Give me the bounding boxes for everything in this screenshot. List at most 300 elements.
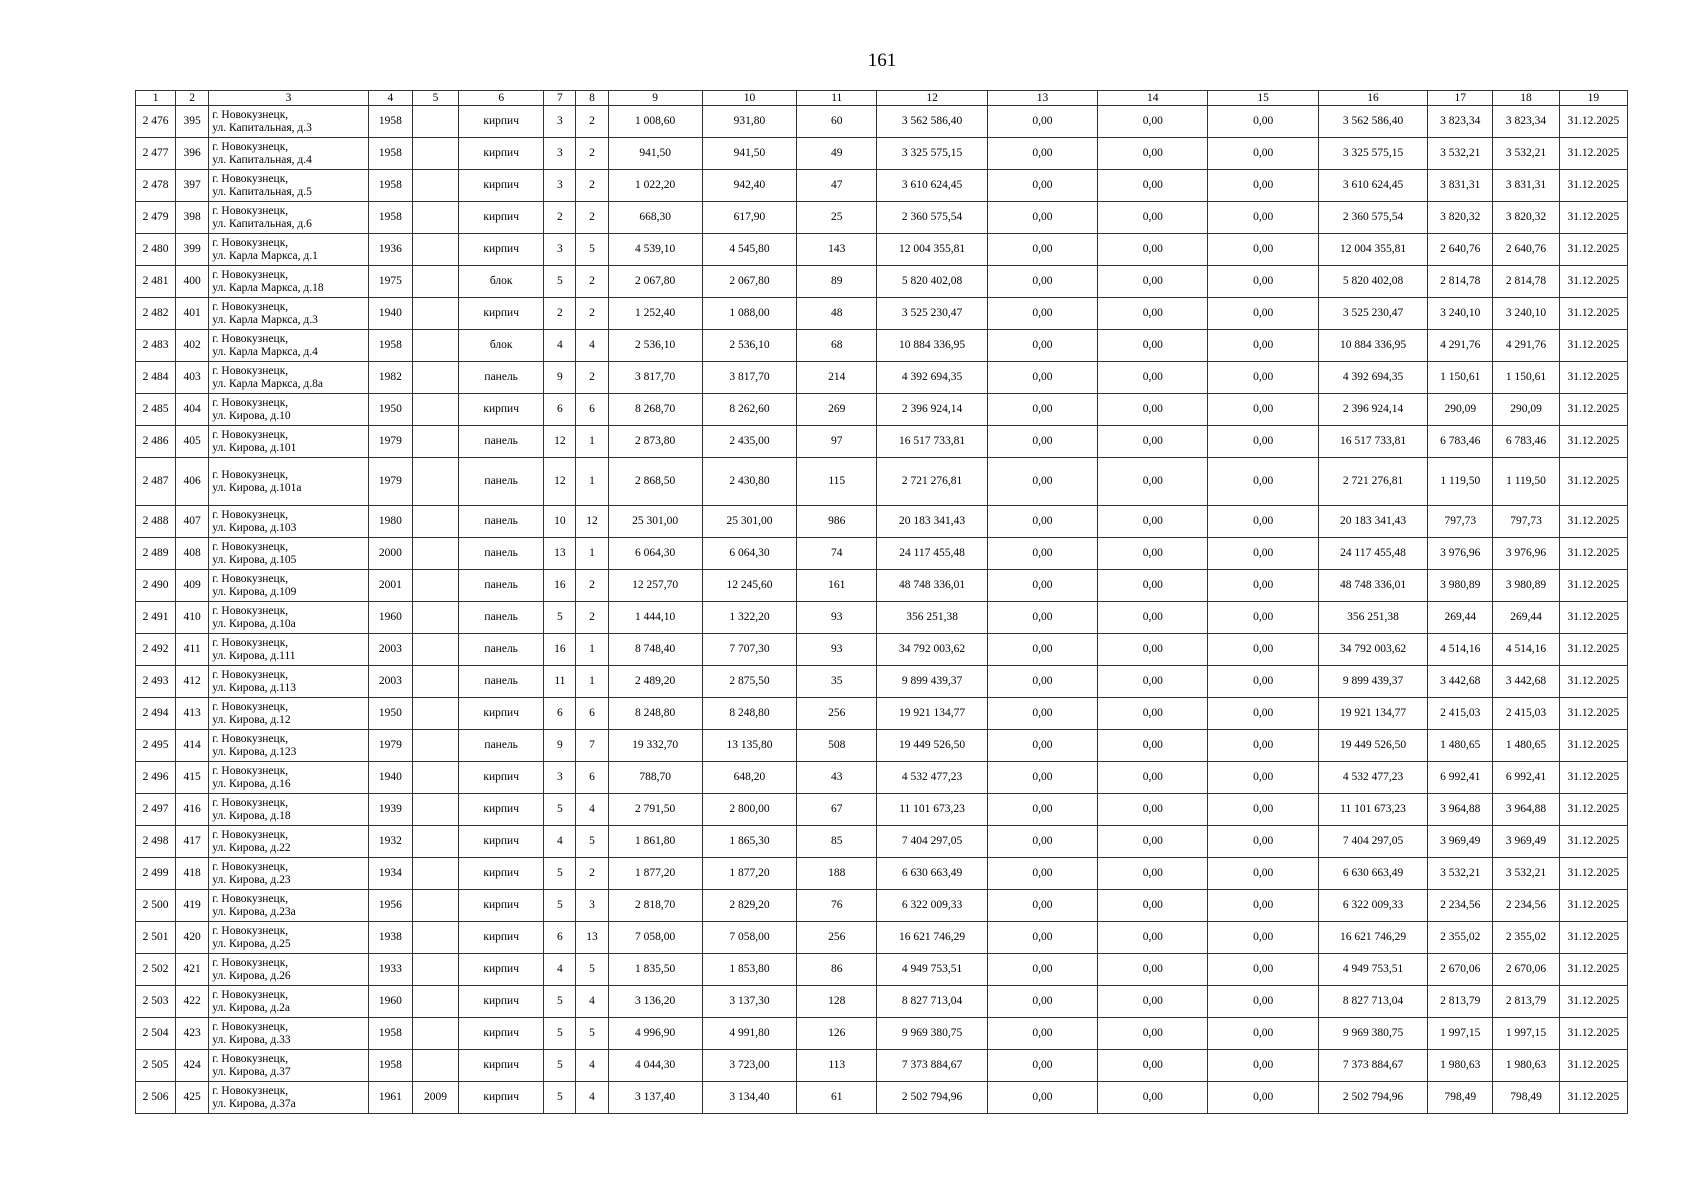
cost-col-14-cell: 0,00	[1098, 570, 1208, 602]
address-street: ул. Кирова, д.10а	[212, 617, 296, 630]
table-row	[136, 1082, 1628, 1114]
floors-cell: 5	[544, 1018, 576, 1050]
residents-count-cell: 97	[797, 426, 877, 458]
total-area-cell: 788,70	[608, 762, 702, 794]
column-header-4: 4	[368, 91, 412, 106]
max-unit-cost-cell: 3 980,89	[1493, 570, 1559, 602]
section-number-cell: 418	[176, 858, 209, 890]
residential-area-cell: 7 058,00	[702, 922, 796, 954]
wall-material-cell: блок	[459, 330, 544, 362]
address-city: г. Новокузнецк,	[212, 1084, 289, 1097]
deadline-cell: 31.12.2025	[1559, 730, 1627, 762]
section-number-cell: 400	[176, 266, 209, 298]
year-renovated-cell	[412, 362, 458, 394]
unit-cost-cell: 3 976,96	[1428, 538, 1493, 570]
cost-col-15-cell: 0,00	[1208, 266, 1318, 298]
cost-col-13-cell: 0,00	[987, 106, 1097, 138]
residents-count-cell: 61	[797, 1082, 877, 1114]
residential-area-cell: 2 067,80	[702, 266, 796, 298]
wall-material-cell: кирпич	[459, 986, 544, 1018]
floors-cell: 6	[544, 394, 576, 426]
residents-count-cell: 115	[797, 458, 877, 506]
housing-registry-table	[135, 90, 1628, 1114]
entrances-cell: 12	[576, 506, 608, 538]
residents-count-cell: 126	[797, 1018, 877, 1050]
entrances-cell: 5	[576, 234, 608, 266]
address-city: г. Новокузнецк,	[212, 428, 289, 441]
table-row	[136, 170, 1628, 202]
wall-material-cell: панель	[459, 506, 544, 538]
entrances-cell: 2	[576, 138, 608, 170]
max-unit-cost-cell: 2 670,06	[1493, 954, 1559, 986]
column-header-12: 12	[877, 91, 987, 106]
total-area-cell: 1 252,40	[608, 298, 702, 330]
total-area-cell: 3 817,70	[608, 362, 702, 394]
year-built-cell: 1958	[368, 1018, 412, 1050]
year-built-cell: 1940	[368, 762, 412, 794]
total-area-cell: 941,50	[608, 138, 702, 170]
unit-cost-cell: 3 532,21	[1428, 858, 1493, 890]
total-cost-cell: 356 251,38	[877, 602, 987, 634]
entrances-cell: 4	[576, 986, 608, 1018]
year-built-cell: 2003	[368, 666, 412, 698]
year-renovated-cell	[412, 330, 458, 362]
section-number-cell: 395	[176, 106, 209, 138]
row-number-cell: 2 488	[136, 506, 176, 538]
unit-cost-cell: 1 997,15	[1428, 1018, 1493, 1050]
column-header-8: 8	[576, 91, 608, 106]
address-city: г. Новокузнецк,	[212, 828, 289, 841]
max-unit-cost-cell: 3 969,49	[1493, 826, 1559, 858]
row-number-cell: 2 499	[136, 858, 176, 890]
year-built-cell: 1939	[368, 794, 412, 826]
cost-col-13-cell: 0,00	[987, 794, 1097, 826]
residents-count-cell: 269	[797, 394, 877, 426]
year-renovated-cell	[412, 1018, 458, 1050]
cost-col-14-cell: 0,00	[1098, 794, 1208, 826]
residential-area-cell: 2 435,00	[702, 426, 796, 458]
floors-cell: 4	[544, 330, 576, 362]
residents-count-cell: 89	[797, 266, 877, 298]
floors-cell: 11	[544, 666, 576, 698]
row-number-cell: 2 490	[136, 570, 176, 602]
total-cost-cell: 48 748 336,01	[877, 570, 987, 602]
cost-col-15-cell: 0,00	[1208, 1018, 1318, 1050]
floors-cell: 3	[544, 106, 576, 138]
address-cell	[209, 170, 369, 202]
wall-material-cell: кирпич	[459, 826, 544, 858]
address-street: ул. Кирова, д.25	[212, 937, 291, 950]
total-cost-cell: 12 004 355,81	[877, 234, 987, 266]
unit-cost-cell: 2 234,56	[1428, 890, 1493, 922]
entrances-cell: 2	[576, 362, 608, 394]
section-number-cell: 419	[176, 890, 209, 922]
unit-cost-cell: 2 415,03	[1428, 698, 1493, 730]
floors-cell: 4	[544, 954, 576, 986]
table-row	[136, 138, 1628, 170]
cost-col-15-cell: 0,00	[1208, 458, 1318, 506]
total-area-cell: 1 444,10	[608, 602, 702, 634]
max-unit-cost-cell: 3 532,21	[1493, 138, 1559, 170]
year-built-cell: 1980	[368, 506, 412, 538]
table-row	[136, 794, 1628, 826]
cost-col-13-cell: 0,00	[987, 362, 1097, 394]
address-city: г. Новокузнецк,	[212, 764, 289, 777]
residential-area-cell: 13 135,80	[702, 730, 796, 762]
address-cell	[209, 794, 369, 826]
cost-col-15-cell: 0,00	[1208, 330, 1318, 362]
wall-material-cell: кирпич	[459, 922, 544, 954]
year-renovated-cell	[412, 266, 458, 298]
year-renovated-cell	[412, 698, 458, 730]
address-city: г. Новокузнецк,	[212, 572, 289, 585]
cost-col-14-cell: 0,00	[1098, 634, 1208, 666]
cost-col-14-cell: 0,00	[1098, 954, 1208, 986]
cost-col-16-cell: 2 721 276,81	[1318, 458, 1427, 506]
wall-material-cell: кирпич	[459, 202, 544, 234]
cost-col-16-cell: 12 004 355,81	[1318, 234, 1427, 266]
table-row	[136, 954, 1628, 986]
max-unit-cost-cell: 1 997,15	[1493, 1018, 1559, 1050]
cost-col-14-cell: 0,00	[1098, 1082, 1208, 1114]
table-row	[136, 106, 1628, 138]
total-cost-cell: 3 325 575,15	[877, 138, 987, 170]
cost-col-15-cell: 0,00	[1208, 170, 1318, 202]
address-cell	[209, 698, 369, 730]
page-number: 161	[867, 50, 897, 71]
cost-col-16-cell: 16 621 746,29	[1318, 922, 1427, 954]
table-row	[136, 602, 1628, 634]
address-city: г. Новокузнецк,	[212, 508, 289, 521]
address-city: г. Новокузнецк,	[212, 140, 289, 153]
entrances-cell: 4	[576, 330, 608, 362]
cost-col-16-cell: 9 969 380,75	[1318, 1018, 1427, 1050]
address-street: ул. Кирова, д.101	[212, 441, 297, 454]
wall-material-cell: кирпич	[459, 890, 544, 922]
total-cost-cell: 19 921 134,77	[877, 698, 987, 730]
row-number-cell: 2 501	[136, 922, 176, 954]
section-number-cell: 423	[176, 1018, 209, 1050]
table-row	[136, 458, 1628, 506]
address-street: ул. Капитальная, д.4	[212, 153, 312, 166]
address-cell	[209, 506, 369, 538]
section-number-cell: 415	[176, 762, 209, 794]
residents-count-cell: 93	[797, 602, 877, 634]
residential-area-cell: 12 245,60	[702, 570, 796, 602]
wall-material-cell: кирпич	[459, 298, 544, 330]
row-number-cell: 2 504	[136, 1018, 176, 1050]
total-area-cell: 668,30	[608, 202, 702, 234]
cost-col-16-cell: 16 517 733,81	[1318, 426, 1427, 458]
year-built-cell: 1950	[368, 698, 412, 730]
address-cell	[209, 826, 369, 858]
row-number-cell: 2 500	[136, 890, 176, 922]
deadline-cell: 31.12.2025	[1559, 826, 1627, 858]
total-area-cell: 19 332,70	[608, 730, 702, 762]
max-unit-cost-cell: 269,44	[1493, 602, 1559, 634]
year-renovated-cell	[412, 1050, 458, 1082]
max-unit-cost-cell: 2 640,76	[1493, 234, 1559, 266]
total-cost-cell: 4 532 477,23	[877, 762, 987, 794]
cost-col-13-cell: 0,00	[987, 890, 1097, 922]
address-street: ул. Кирова, д.123	[212, 745, 297, 758]
total-cost-cell: 9 899 439,37	[877, 666, 987, 698]
address-city: г. Новокузнецк,	[212, 540, 289, 553]
address-cell	[209, 362, 369, 394]
year-renovated-cell	[412, 730, 458, 762]
column-header-7: 7	[544, 91, 576, 106]
deadline-cell: 31.12.2025	[1559, 298, 1627, 330]
cost-col-13-cell: 0,00	[987, 634, 1097, 666]
address-city: г. Новокузнецк,	[212, 332, 289, 345]
total-cost-cell: 3 562 586,40	[877, 106, 987, 138]
section-number-cell: 420	[176, 922, 209, 954]
cost-col-14-cell: 0,00	[1098, 602, 1208, 634]
address-cell	[209, 298, 369, 330]
max-unit-cost-cell: 797,73	[1493, 506, 1559, 538]
cost-col-15-cell: 0,00	[1208, 794, 1318, 826]
table-row	[136, 730, 1628, 762]
cost-col-16-cell: 4 392 694,35	[1318, 362, 1427, 394]
deadline-cell: 31.12.2025	[1559, 538, 1627, 570]
entrances-cell: 1	[576, 538, 608, 570]
deadline-cell: 31.12.2025	[1559, 426, 1627, 458]
unit-cost-cell: 3 442,68	[1428, 666, 1493, 698]
section-number-cell: 413	[176, 698, 209, 730]
total-area-cell: 4 044,30	[608, 1050, 702, 1082]
wall-material-cell: кирпич	[459, 858, 544, 890]
floors-cell: 5	[544, 986, 576, 1018]
unit-cost-cell: 3 240,10	[1428, 298, 1493, 330]
total-area-cell: 1 835,50	[608, 954, 702, 986]
max-unit-cost-cell: 2 814,78	[1493, 266, 1559, 298]
cost-col-14-cell: 0,00	[1098, 698, 1208, 730]
cost-col-14-cell: 0,00	[1098, 826, 1208, 858]
cost-col-15-cell: 0,00	[1208, 634, 1318, 666]
unit-cost-cell: 2 814,78	[1428, 266, 1493, 298]
unit-cost-cell: 1 119,50	[1428, 458, 1493, 506]
wall-material-cell: кирпич	[459, 794, 544, 826]
deadline-cell: 31.12.2025	[1559, 1050, 1627, 1082]
total-area-cell: 12 257,70	[608, 570, 702, 602]
year-renovated-cell	[412, 394, 458, 426]
cost-col-16-cell: 3 562 586,40	[1318, 106, 1427, 138]
address-city: г. Новокузнецк,	[212, 108, 289, 121]
deadline-cell: 31.12.2025	[1559, 890, 1627, 922]
cost-col-13-cell: 0,00	[987, 730, 1097, 762]
wall-material-cell: кирпич	[459, 1082, 544, 1114]
unit-cost-cell: 3 969,49	[1428, 826, 1493, 858]
wall-material-cell: панель	[459, 458, 544, 506]
year-renovated-cell	[412, 858, 458, 890]
cost-col-13-cell: 0,00	[987, 266, 1097, 298]
unit-cost-cell: 2 813,79	[1428, 986, 1493, 1018]
year-renovated-cell	[412, 890, 458, 922]
cost-col-14-cell: 0,00	[1098, 426, 1208, 458]
address-street: ул. Кирова, д.12	[212, 713, 291, 726]
entrances-cell: 7	[576, 730, 608, 762]
address-city: г. Новокузнецк,	[212, 468, 289, 481]
cost-col-16-cell: 19 921 134,77	[1318, 698, 1427, 730]
address-cell	[209, 1082, 369, 1114]
year-built-cell: 2003	[368, 634, 412, 666]
address-cell	[209, 106, 369, 138]
cost-col-14-cell: 0,00	[1098, 762, 1208, 794]
year-renovated-cell	[412, 570, 458, 602]
residential-area-cell: 2 800,00	[702, 794, 796, 826]
cost-col-16-cell: 356 251,38	[1318, 602, 1427, 634]
cost-col-15-cell: 0,00	[1208, 298, 1318, 330]
table-row	[136, 986, 1628, 1018]
year-renovated-cell	[412, 138, 458, 170]
residential-area-cell: 25 301,00	[702, 506, 796, 538]
year-renovated-cell	[412, 506, 458, 538]
address-street: ул. Кирова, д.10	[212, 409, 291, 422]
cost-col-15-cell: 0,00	[1208, 730, 1318, 762]
cost-col-13-cell: 0,00	[987, 1018, 1097, 1050]
address-cell	[209, 266, 369, 298]
residents-count-cell: 85	[797, 826, 877, 858]
address-city: г. Новокузнецк,	[212, 796, 289, 809]
deadline-cell: 31.12.2025	[1559, 1082, 1627, 1114]
entrances-cell: 2	[576, 170, 608, 202]
total-area-cell: 6 064,30	[608, 538, 702, 570]
address-city: г. Новокузнецк,	[212, 892, 289, 905]
deadline-cell: 31.12.2025	[1559, 762, 1627, 794]
column-header-1: 1	[136, 91, 176, 106]
residential-area-cell: 8 262,60	[702, 394, 796, 426]
address-street: ул. Кирова, д.37а	[212, 1097, 296, 1110]
year-renovated-cell: 2009	[412, 1082, 458, 1114]
residents-count-cell: 113	[797, 1050, 877, 1082]
entrances-cell: 2	[576, 266, 608, 298]
wall-material-cell: панель	[459, 634, 544, 666]
section-number-cell: 409	[176, 570, 209, 602]
cost-col-16-cell: 8 827 713,04	[1318, 986, 1427, 1018]
address-street: ул. Карла Маркса, д.3	[212, 313, 318, 326]
residential-area-cell: 1 088,00	[702, 298, 796, 330]
floors-cell: 5	[544, 858, 576, 890]
total-area-cell: 25 301,00	[608, 506, 702, 538]
total-cost-cell: 16 517 733,81	[877, 426, 987, 458]
floors-cell: 5	[544, 1082, 576, 1114]
table-row	[136, 1050, 1628, 1082]
row-number-cell: 2 477	[136, 138, 176, 170]
section-number-cell: 404	[176, 394, 209, 426]
unit-cost-cell: 290,09	[1428, 394, 1493, 426]
address-street: ул. Кирова, д.16	[212, 777, 291, 790]
deadline-cell: 31.12.2025	[1559, 330, 1627, 362]
address-city: г. Новокузнецк,	[212, 924, 289, 937]
total-cost-cell: 2 502 794,96	[877, 1082, 987, 1114]
floors-cell: 6	[544, 698, 576, 730]
residents-count-cell: 48	[797, 298, 877, 330]
address-street: ул. Карла Маркса, д.8а	[212, 377, 323, 390]
residential-area-cell: 8 248,80	[702, 698, 796, 730]
column-header-6: 6	[459, 91, 544, 106]
cost-col-13-cell: 0,00	[987, 666, 1097, 698]
cost-col-13-cell: 0,00	[987, 762, 1097, 794]
max-unit-cost-cell: 3 831,31	[1493, 170, 1559, 202]
address-city: г. Новокузнецк,	[212, 396, 289, 409]
unit-cost-cell: 4 291,76	[1428, 330, 1493, 362]
year-renovated-cell	[412, 458, 458, 506]
residential-area-cell: 1 322,20	[702, 602, 796, 634]
residential-area-cell: 942,40	[702, 170, 796, 202]
cost-col-13-cell: 0,00	[987, 922, 1097, 954]
section-number-cell: 421	[176, 954, 209, 986]
address-cell	[209, 922, 369, 954]
cost-col-14-cell: 0,00	[1098, 106, 1208, 138]
total-area-cell: 2 067,80	[608, 266, 702, 298]
cost-col-16-cell: 7 404 297,05	[1318, 826, 1427, 858]
section-number-cell: 408	[176, 538, 209, 570]
wall-material-cell: кирпич	[459, 954, 544, 986]
column-number-header-row	[136, 91, 1628, 106]
address-street: ул. Капитальная, д.6	[212, 217, 312, 230]
deadline-cell: 31.12.2025	[1559, 506, 1627, 538]
address-street: ул. Кирова, д.33	[212, 1033, 291, 1046]
total-area-cell: 1 008,60	[608, 106, 702, 138]
wall-material-cell: кирпич	[459, 106, 544, 138]
entrances-cell: 1	[576, 426, 608, 458]
year-built-cell: 1950	[368, 394, 412, 426]
section-number-cell: 401	[176, 298, 209, 330]
year-renovated-cell	[412, 234, 458, 266]
residential-area-cell: 6 064,30	[702, 538, 796, 570]
column-header-9: 9	[608, 91, 702, 106]
column-header-17: 17	[1428, 91, 1493, 106]
wall-material-cell: кирпич	[459, 1050, 544, 1082]
residents-count-cell: 67	[797, 794, 877, 826]
unit-cost-cell: 797,73	[1428, 506, 1493, 538]
unit-cost-cell: 6 992,41	[1428, 762, 1493, 794]
row-number-cell: 2 503	[136, 986, 176, 1018]
max-unit-cost-cell: 1 150,61	[1493, 362, 1559, 394]
unit-cost-cell: 3 820,32	[1428, 202, 1493, 234]
row-number-cell: 2 493	[136, 666, 176, 698]
cost-col-14-cell: 0,00	[1098, 986, 1208, 1018]
address-street: ул. Кирова, д.23	[212, 873, 291, 886]
floors-cell: 3	[544, 234, 576, 266]
max-unit-cost-cell: 4 514,16	[1493, 634, 1559, 666]
total-area-cell: 4 996,90	[608, 1018, 702, 1050]
row-number-cell: 2 495	[136, 730, 176, 762]
total-area-cell: 1 861,80	[608, 826, 702, 858]
floors-cell: 12	[544, 458, 576, 506]
deadline-cell: 31.12.2025	[1559, 234, 1627, 266]
floors-cell: 5	[544, 794, 576, 826]
year-renovated-cell	[412, 106, 458, 138]
max-unit-cost-cell: 2 234,56	[1493, 890, 1559, 922]
year-renovated-cell	[412, 986, 458, 1018]
deadline-cell: 31.12.2025	[1559, 362, 1627, 394]
wall-material-cell: кирпич	[459, 698, 544, 730]
residents-count-cell: 256	[797, 922, 877, 954]
table-row	[136, 634, 1628, 666]
residential-area-cell: 941,50	[702, 138, 796, 170]
year-built-cell: 2000	[368, 538, 412, 570]
column-header-3: 3	[209, 91, 369, 106]
unit-cost-cell: 3 532,21	[1428, 138, 1493, 170]
deadline-cell: 31.12.2025	[1559, 170, 1627, 202]
total-area-cell: 8 268,70	[608, 394, 702, 426]
row-number-cell: 2 480	[136, 234, 176, 266]
cost-col-16-cell: 7 373 884,67	[1318, 1050, 1427, 1082]
cost-col-16-cell: 9 899 439,37	[1318, 666, 1427, 698]
cost-col-15-cell: 0,00	[1208, 538, 1318, 570]
cost-col-15-cell: 0,00	[1208, 426, 1318, 458]
